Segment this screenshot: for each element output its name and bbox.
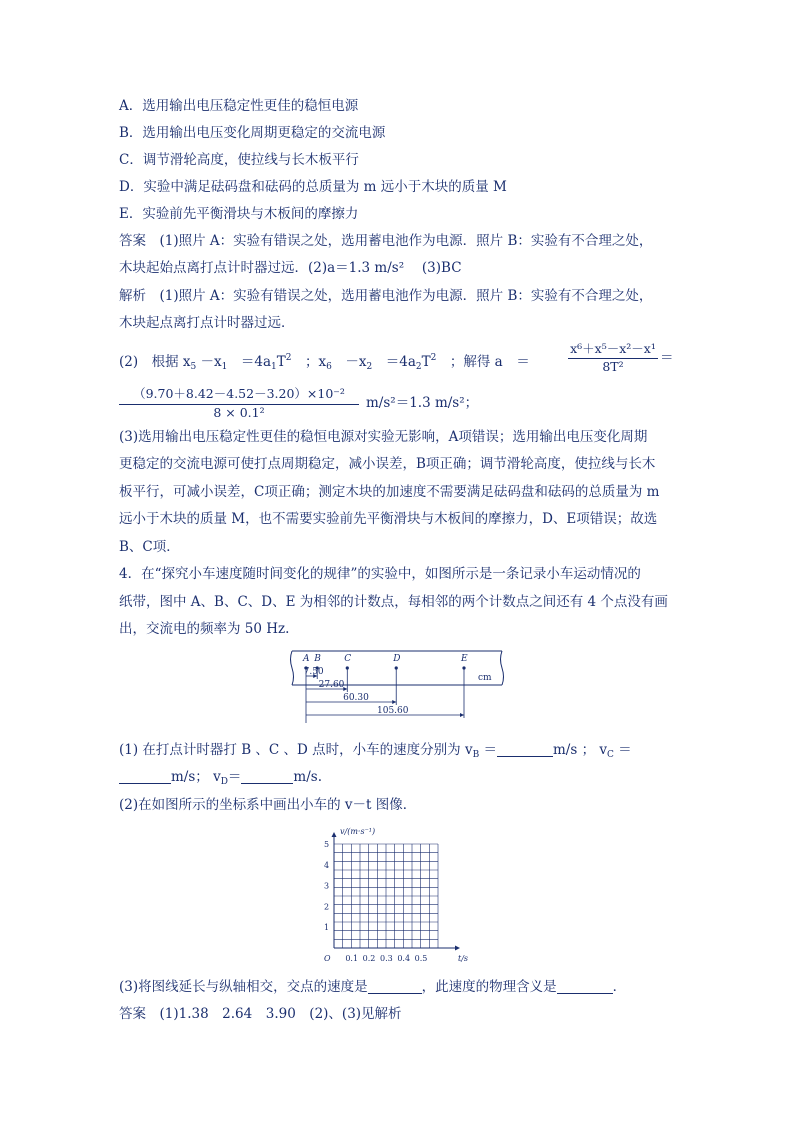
vt-ytick: 3 <box>324 881 330 891</box>
analysis-line-1: 解析 (1)照片 A：实验有错误之处，选用蓄电池作为电源．照片 B：实验有不合理之处， <box>119 288 653 304</box>
q4-line-3: 出，交流电的频率为 50 Hz. <box>119 621 290 637</box>
q4-answer: 答案 (1)1.38 2.64 3.90 (2)、(3)见解析 <box>119 1006 402 1022</box>
vt-xtick: 0.4 <box>397 954 411 963</box>
tape-distance-label: 60.30 <box>343 693 369 703</box>
option-e: E．实验前先平衡滑块与木板间的摩擦力 <box>119 206 359 222</box>
tape-label-B: B <box>314 654 321 664</box>
analysis-p3-line-1: (3)选用输出电压稳定性更佳的稳恒电源对实验无影响，A项错误；选用输出电压变化周期 <box>119 429 648 445</box>
answer-line-1: 答案 (1)照片 A：实验有错误之处，选用蓄电池作为电源．照片 B：实验有不合理之处， <box>119 233 653 249</box>
intercept-blank[interactable] <box>368 979 422 994</box>
vc-blank[interactable] <box>119 769 171 784</box>
tape-distance-label: 105.60 <box>377 706 409 716</box>
formula-denominator: 8T² <box>568 358 658 374</box>
q4-sub1-unit-c: m/s； v <box>171 769 221 785</box>
q4-sub2: (2)在如图所示的坐标系中画出小车的 v－t 图像． <box>119 797 417 813</box>
tape-label-D: D <box>393 654 401 664</box>
tape-distance-label: 7.50 <box>303 667 324 677</box>
analysis-p3-line-2: 更稳定的交流电源可使打点周期稳定，减小误差，B项正确；调节滑轮高度，使拉线与长木 <box>119 456 656 472</box>
vt-graph <box>318 822 478 968</box>
q4-sub3-text-a: (3)将图线延长与纵轴相交，交点的速度是 <box>119 979 368 995</box>
tape-label-A: A <box>303 654 310 664</box>
q4-sub1-unit-d: m/s. <box>293 769 322 785</box>
analysis-line-2: 木块起点离打点计时器过远． <box>119 315 295 331</box>
q4-sub1-unit-b: m/s ； v <box>553 742 607 758</box>
formula-fraction <box>568 339 658 374</box>
vt-xtick: 0.5 <box>414 954 428 963</box>
calc-numerator: （9.70＋8.42－4.52－3.20）×10⁻² <box>133 386 345 401</box>
formula-line: (2) 根据 $x_5 -x_1$ $=4a_1T^2$ ；$x_6$ $-x_2$ $=4a_2T^2$ ；解得 a ＝ <box>119 353 530 372</box>
tape-label-E: E <box>461 654 468 664</box>
option-c: C．调节滑轮高度，使拉线与长木板平行 <box>119 152 359 168</box>
q4-sub1-text: (1) 在打点计时器打 B 、C 、D 点时，小车的速度分别为 v <box>119 742 473 758</box>
q4-sub1-line-1: (1) 在打点计时器打 B 、C 、D 点时，小车的速度分别为 $v_B = m/s$ ； $v_C$ ＝ <box>119 742 632 760</box>
vt-origin: O <box>324 954 331 963</box>
tape-unit: cm <box>478 673 492 683</box>
equals-sign: ＝ <box>660 350 674 366</box>
meaning-blank[interactable] <box>557 979 613 994</box>
vt-axis-arrows <box>332 832 461 951</box>
option-a: A．选用输出电压稳定性更佳的稳恒电源 <box>119 98 359 114</box>
analysis-p3-line-4: 远小于木块的质量 M，也不需要实验前先平衡滑块与木板间的摩擦力，D、E项错误；故选 <box>119 511 658 527</box>
vt-ytick: 2 <box>324 902 330 912</box>
calc-fraction <box>119 384 359 420</box>
analysis-p3-line-5: B、C项． <box>119 539 180 555</box>
q4-line-2: 纸带，图中 A、B、C、D、E 为相邻的计数点，每相邻的两个计数点之间还有 4 个点没有画 <box>119 594 668 610</box>
tape-label-C: C <box>344 654 352 664</box>
option-b: B．选用输出电压变化周期更稳定的交流电源 <box>119 125 386 141</box>
paper-tape-figure <box>288 647 506 725</box>
calc-result: m/s²＝1.3 m/s²； <box>366 395 479 411</box>
vt-xtick: 0.3 <box>380 954 393 963</box>
q4-sub3-text-c: ． <box>612 979 627 995</box>
answer-line-2: 木块起始点离打点计时器过远．(2)a＝1.3 m/s² (3)BC <box>119 260 462 276</box>
vt-xlabel: t/s <box>458 954 469 963</box>
vt-ytick: 1 <box>324 923 330 933</box>
tape-arrow <box>392 700 396 704</box>
q4-sub3-text-b: ，此速度的物理含义是 <box>421 979 557 995</box>
formula-numerator: x⁶＋x⁵－x²－x¹ <box>570 341 656 356</box>
vt-ytick: 4 <box>324 860 330 870</box>
vt-xtick: 0.1 <box>345 954 359 963</box>
q4-sub3 <box>119 978 626 996</box>
q4-line-1: 4．在“探究小车速度随时间变化的规律”的实验中，如图所示是一条记录小车运动情况的 <box>119 566 641 582</box>
vt-ylabel: v/(m·s⁻¹) <box>340 827 376 836</box>
tape-distance-label: 27.60 <box>318 680 345 690</box>
vb-blank[interactable] <box>497 742 553 757</box>
vt-xtick: 0.2 <box>362 954 376 963</box>
calc-denominator: 8 × 0.1² <box>119 404 359 420</box>
q4-sub1-line-2: m/s； $v_D= m/s$. <box>119 768 322 791</box>
vt-ytick: 5 <box>324 840 330 849</box>
tape-arrow <box>460 713 464 717</box>
vd-blank[interactable] <box>241 769 293 784</box>
option-d: D．实验中满足砝码盘和砝码的总质量为 m 远小于木块的质量 M <box>119 179 507 195</box>
formula-lead: (2) 根据 x <box>119 354 191 370</box>
analysis-p3-line-3: 板平行，可减小误差，C项正确；测定木块的加速度不需要满足砝码盘和砝码的总质量为 m <box>119 484 660 500</box>
